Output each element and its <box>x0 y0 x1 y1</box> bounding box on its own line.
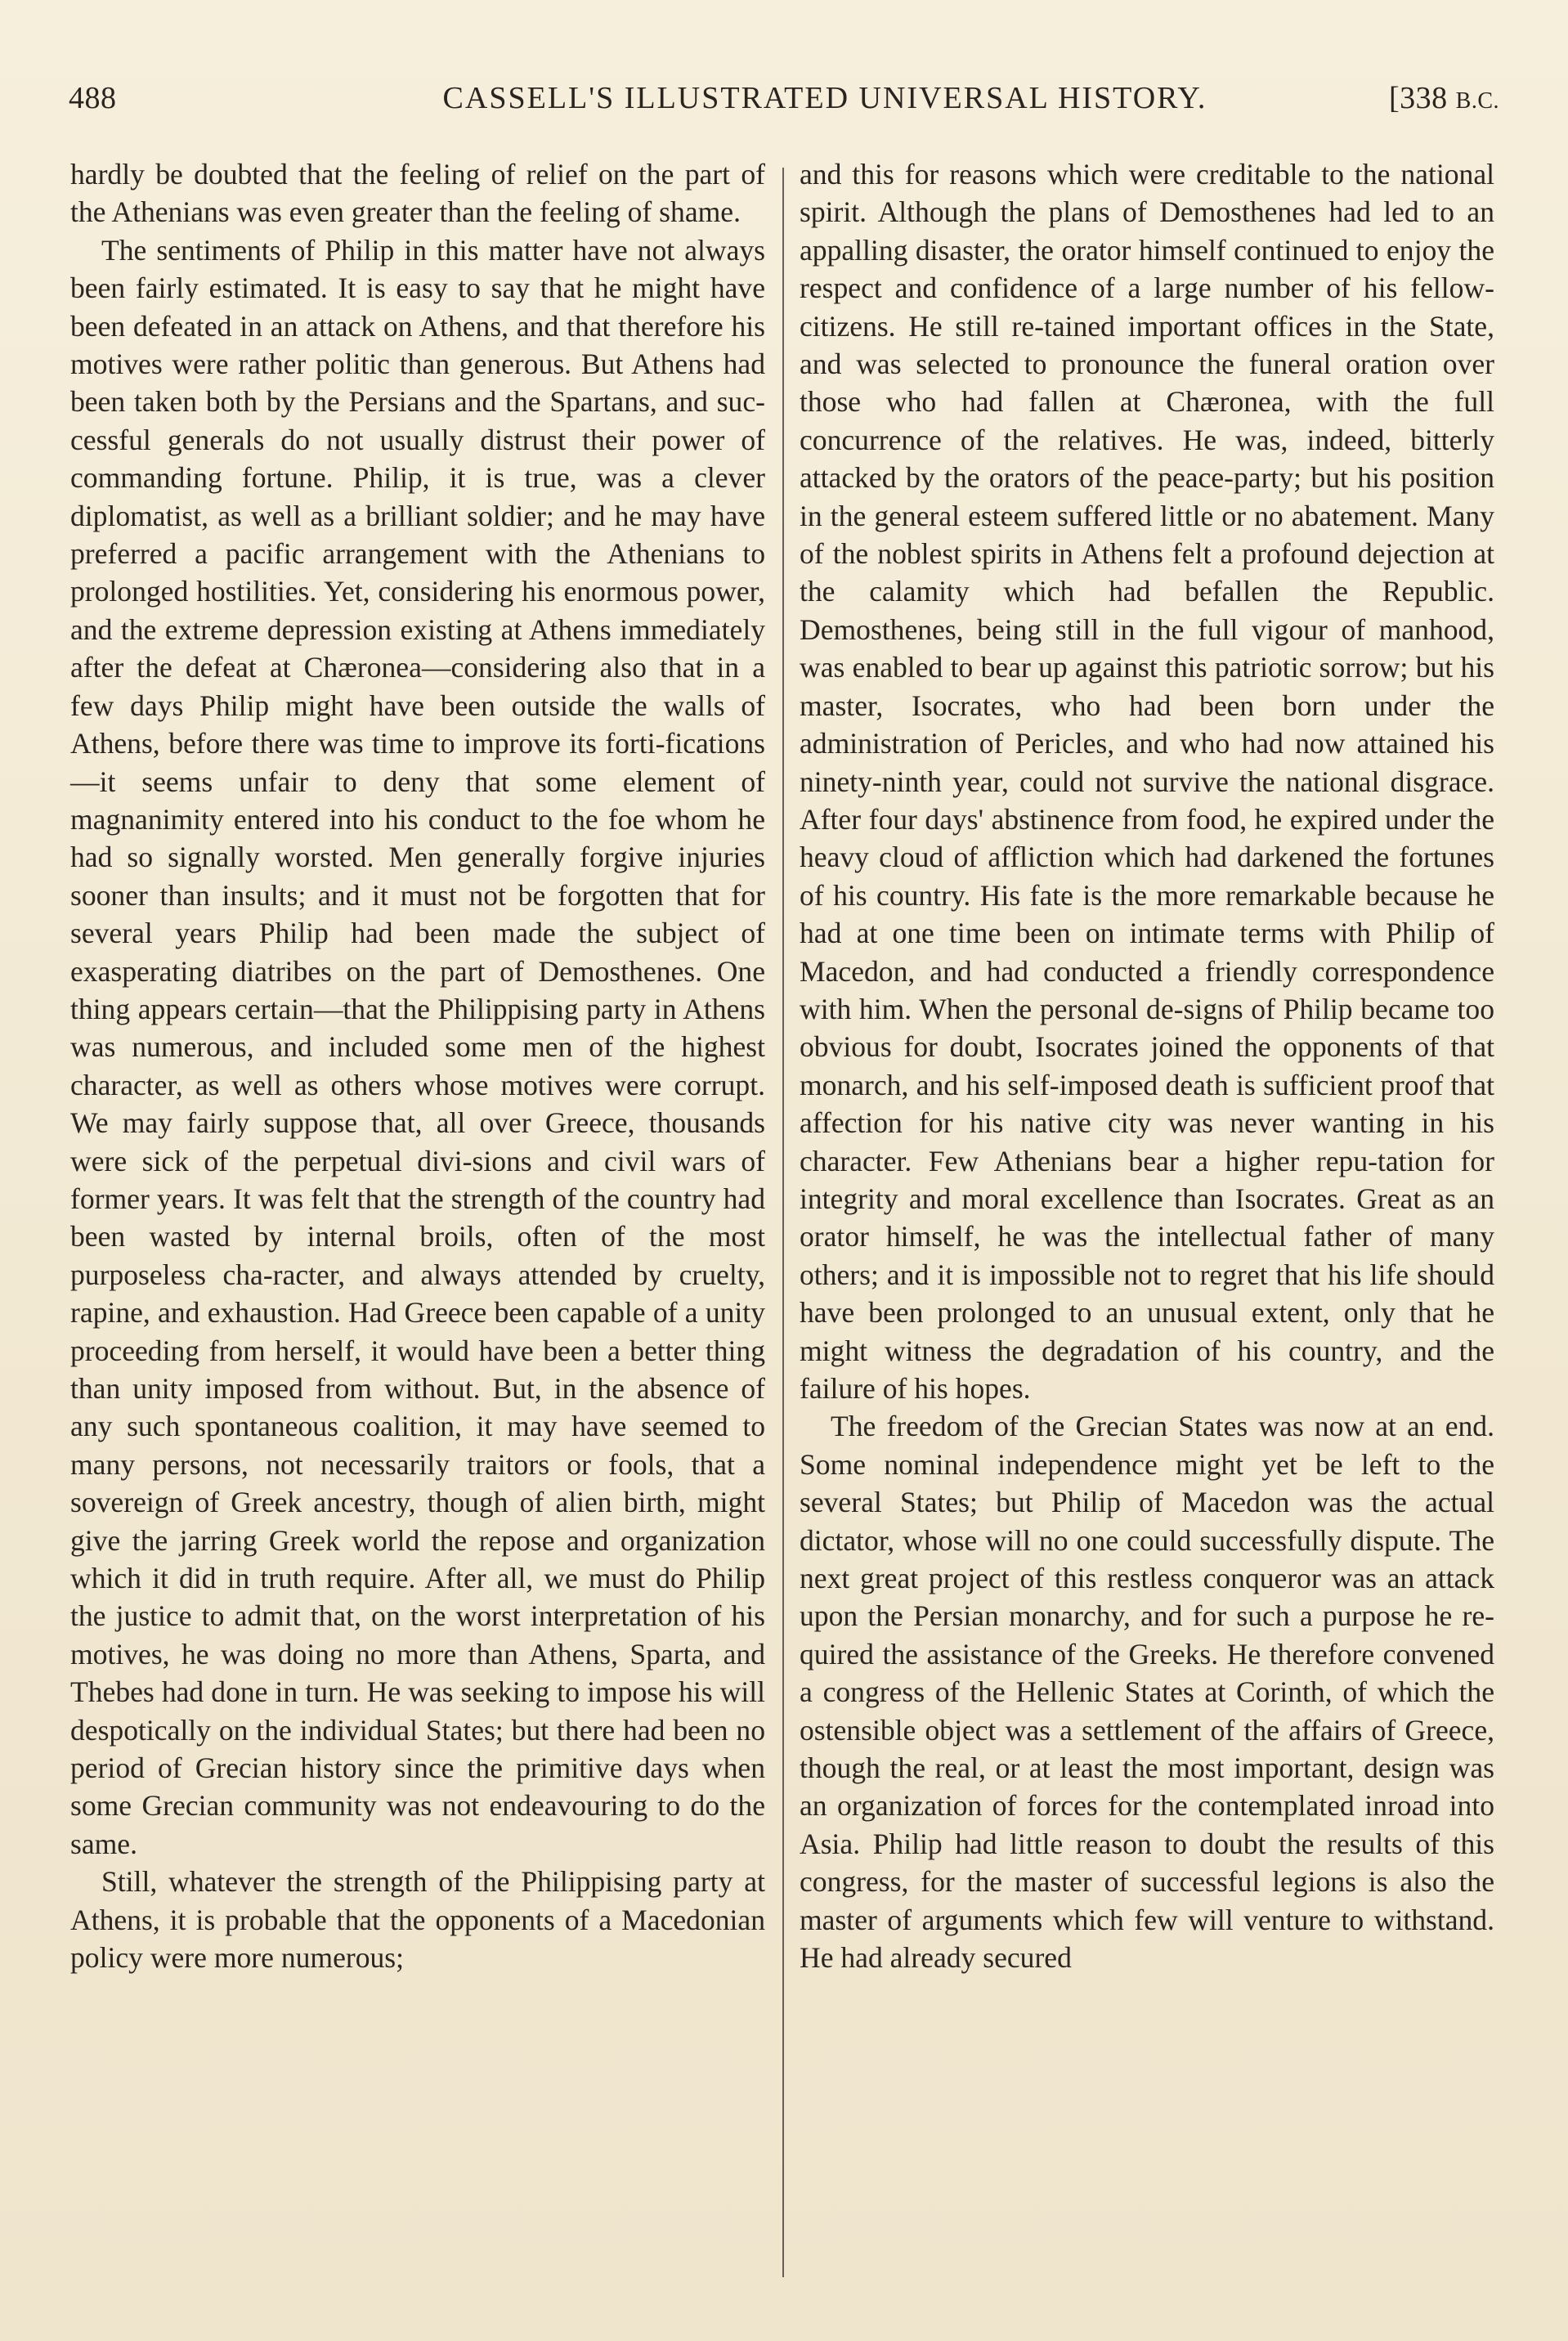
paragraph: hardly be doubted that the feeling of relief on the part of the Athenians was even greater than the feeling of shame. <box>70 158 765 229</box>
paragraph: Still, whatever the strength of the Philippising party at Athens, it is probable that the opponents of a Macedonian policy were more numerous; <box>70 1865 765 1975</box>
paragraph: The freedom of the Grecian States was now at an end. Some nominal independence might yet be left to the several States; but Philip of Macedon was the actual dictator, whose will no one could successfully dispute. The next great project of this restless conqueror was an attack upon the Persian monarchy, and for such a purpose he re-quired the assistance of the Greeks. He therefore convened a congress of the Hellenic States at Corinth, of which the ostensible object was a settlement of the affairs of Greece, though the real, or at least the most important, design was an organization of forces for the contemplated inroad into Asia. Philip had little reason to doubt the results of this congress, for the master of successful legions is also the master of arguments which few will venture to withstand. He had already secured <box>800 1410 1494 1975</box>
date-reference <box>1389 80 1499 116</box>
date-year: [338 <box>1388 81 1448 115</box>
right-column <box>800 155 1494 1977</box>
running-title: CASSELL'S ILLUSTRATED UNIVERSAL HISTORY. <box>442 81 1207 115</box>
left-column <box>70 155 765 1977</box>
column-divider <box>782 168 784 2277</box>
paragraph: The sentiments of Philip in this matter have not always been fairly estimated. It is easy to say that he might have been defeated in an attack on Athens, and that therefore his motives were rather politic than generous. But Athens had been taken both by the Persians and the Spartans, and suc-cessful generals do not usually distrust their power of commanding fortune. Philip, it is true, was a clever diplomatist, as well as a brilliant soldier; and he may have preferred a pacific arrangement with the Athenians to prolonged hostilities. Yet, considering his enormous power, and the extreme depression existing at Athens immediately after the defeat at Chæronea—considering also that in a few days Philip might have been outside the walls of Athens, before there was time to improve its forti-fications—it seems unfair to deny that some element of magnanimity entered into his conduct to the foe whom he had so signally worsted. Men generally forgive injuries sooner than insults; and it must not be forgotten that for several years Philip had been made the subject of exasperating diatribes on the part of Demosthenes. One thing appears certain—that the Philippising party in Athens was numerous, and included some men of the highest character, as well as others whose motives were corrupt. We may fairly suppose that, all over Greece, thousands were sick of the perpetual divi-sions and civil wars of former years. It was felt that the strength of the country had been wasted by internal broils, often of the most purposeless cha-racter, and always attended by cruelty, rapine, and exhaustion. Had Greece been capable of a unity proceeding from herself, it would have been a better thing than unity imposed from without. But, in the absence of any such spontaneous coalition, it may have seemed to many persons, not necessarily traitors or fools, that a sovereign of Greek ancestry, though of alien birth, might give the jarring Greek world the repose and organization which it did in truth require. After all, we must do Philip the justice to admit that, on the worst interpretation of his motives, he was doing no more than Athens, Sparta, and Thebes had done in turn. He was seeking to impose his will despotically on the individual States; but there had been no period of Grecian history since the primitive days when some Grecian community was not endeavouring to do the same. <box>70 233 765 1860</box>
page-number: 488 <box>69 81 117 115</box>
page-header <box>69 80 1499 129</box>
paragraph: and this for reasons which were creditable to the national spirit. Although the plans of Demosthenes had led to an appalling disaster, the orator himself continued to enjoy the respect and confidence of a large number of his fellow-citizens. He still re-tained important offices in the State, and was selected to pronounce the funeral oration over those who had fallen at Chæronea, with the full concurrence of the relatives. He was, indeed, bitterly attacked by the orators of the peace-party; but his position in the general esteem suffered little or no abatement. Many of the noblest spirits in Athens felt a profound dejection at the calamity which had befallen the Republic. Demosthenes, being still in the full vigour of manhood, was enabled to bear up against this patriotic sorrow; but his master, Isocrates, who had been born under the administration of Pericles, and who had now attained his ninety-ninth year, could not survive the national disgrace. After four days' abstinence from food, he expired under the heavy cloud of affliction which had darkened the fortunes of his country. His fate is the more remarkable because he had at one time been on intimate terms with Philip of Macedon, and had conducted a friendly correspondence with him. When the personal de-signs of Philip became too obvious for doubt, Isocrates joined the opponents of that monarch, and his self-imposed death is sufficient proof that affection for his native city was never wanting in his character. Few Athenians bear a higher repu-tation for integrity and moral excellence than Isocrates. Great as an orator himself, he was the intellectual father of many others; and it is impossible not to regret that his life should have been prolonged to an unusual extent, only that he might witness the degradation of his country, and the failure of his hopes. <box>800 158 1494 1405</box>
date-era: B.C. <box>1455 88 1499 114</box>
